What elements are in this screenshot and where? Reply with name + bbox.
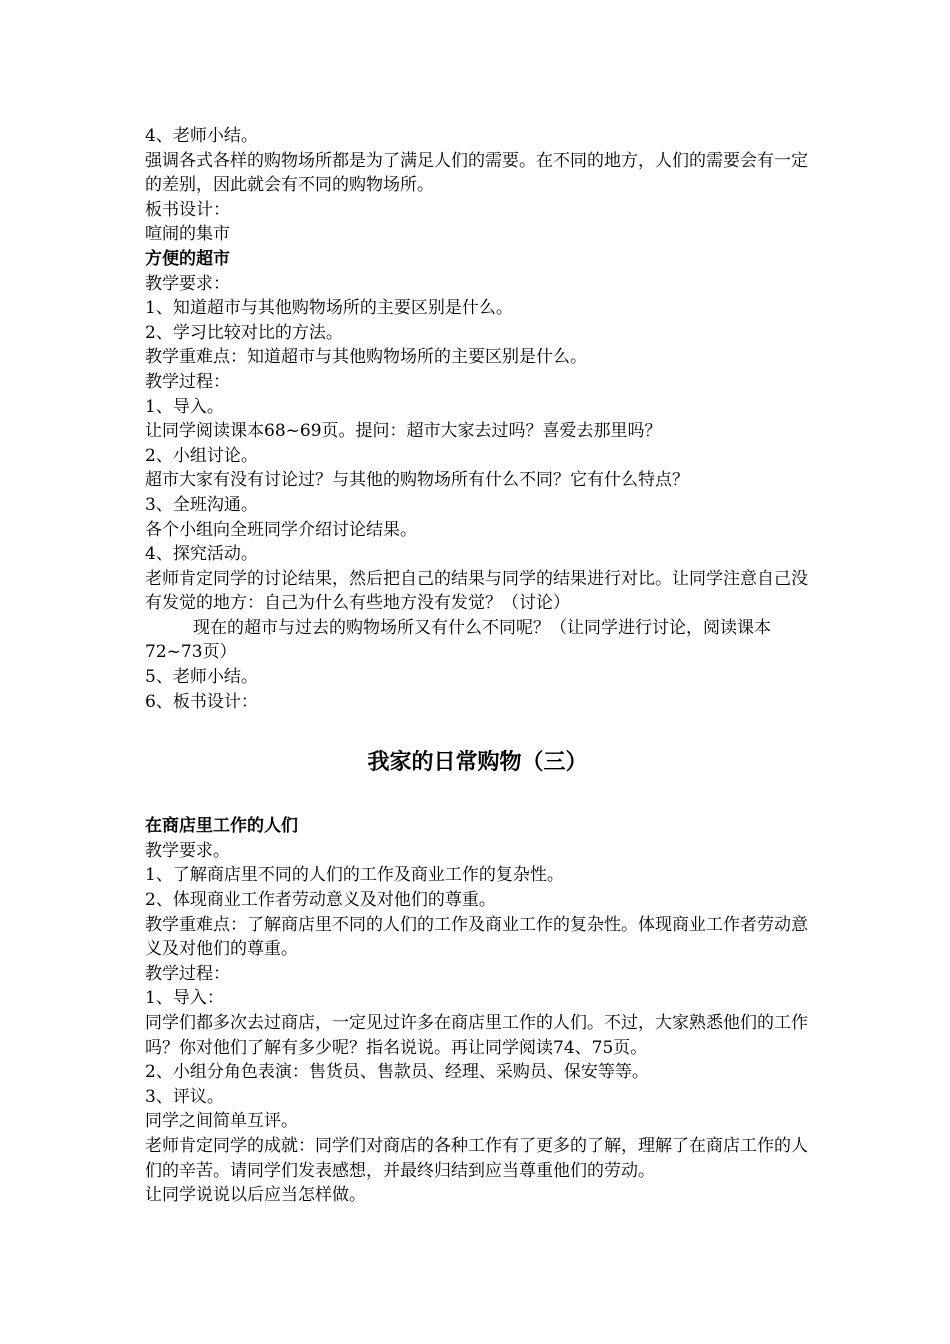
paragraph: 教学过程： [145, 963, 230, 984]
chapter-title: 我家的日常购物（三） [367, 750, 588, 776]
paragraph: 教学要求。 [145, 840, 230, 861]
paragraph: 各个小组向全班同学介绍讨论结果。 [145, 519, 417, 540]
paragraph: 超市大家有没有讨论过？与其他的购物场所有什么不同？它有什么特点？ [145, 470, 689, 491]
paragraph: 教学重难点：知道超市与其他购物场所的主要区别是什么。 [145, 347, 587, 368]
paragraph: 让同学说说以后应当怎样做。 [145, 1185, 366, 1206]
section-heading: 方便的超市 [145, 248, 230, 269]
paragraph: 2、学习比较对比的方法。 [145, 322, 343, 343]
paragraph: 让同学阅读课本68~69页。提问：超市大家去过吗？喜爱去那里吗？ [145, 421, 662, 442]
paragraph: 同学之间简单互评。 [145, 1111, 298, 1132]
paragraph: 喧闹的集市 [145, 224, 230, 245]
paragraph: 老师肯定同学的讨论结果，然后把自己的结果与同学的结果进行对比。让同学注意自己没有发觉的地方：自己为什么有些地方没有发觉？（讨论） [145, 568, 808, 614]
paragraph: 2、体现商业工作者劳动意义及对他们的尊重。 [145, 890, 496, 911]
paragraph: 教学要求： [145, 273, 230, 294]
paragraph: 教学重难点：了解商店里不同的人们的工作及商业工作的复杂性。体现商业工作者劳动意义及对他们的尊重。 [145, 914, 808, 960]
paragraph: 2、小组讨论。 [145, 445, 258, 466]
paragraph: 同学们都多次去过商店，一定见过许多在商店里工作的人们。不过，大家熟悉他们的工作吗？你对他们了解有多少呢？指名说说。再让同学阅读74、75页。 [145, 1013, 808, 1058]
paragraph: 1、导入： [145, 988, 224, 1009]
indented-paragraph: 现在的超市与过去的购物场所又有什么不同呢？（让同学进行讨论，阅读课本72~73页） [145, 617, 771, 663]
paragraph: 1、知道超市与其他购物场所的主要区别是什么。 [145, 298, 513, 319]
paragraph: 强调各式各样的购物场所都是为了满足人们的需要。在不同的地方，人们的需要会有一定的差别，因此就会有不同的购物场所。 [145, 150, 808, 196]
paragraph: 3、评议。 [145, 1086, 224, 1107]
paragraph: 1、了解商店里不同的人们的工作及商业工作的复杂性。 [145, 865, 564, 886]
paragraph: 5、老师小结。 [145, 667, 258, 688]
paragraph: 1、导入。 [145, 396, 224, 417]
paragraph: 3、全班沟通。 [145, 494, 258, 515]
paragraph: 2、小组分角色表演：售货员、售款员、经理、采购员、保安等等。 [145, 1062, 649, 1083]
section-heading: 在商店里工作的人们 [145, 816, 298, 837]
document-body [145, 124, 810, 1208]
paragraph: 老师肯定同学的成就：同学们对商店的各种工作有了更多的了解，理解了在商店工作的人们的辛苦。请同学们发表感想，并最终归结到应当尊重他们的劳动。 [145, 1135, 808, 1181]
paragraph: 板书设计： [145, 199, 230, 220]
paragraph: 4、探究活动。 [145, 544, 258, 565]
paragraph: 6、板书设计： [145, 691, 258, 712]
paragraph: 4、老师小结。 [145, 126, 258, 146]
paragraph: 教学过程： [145, 371, 230, 392]
